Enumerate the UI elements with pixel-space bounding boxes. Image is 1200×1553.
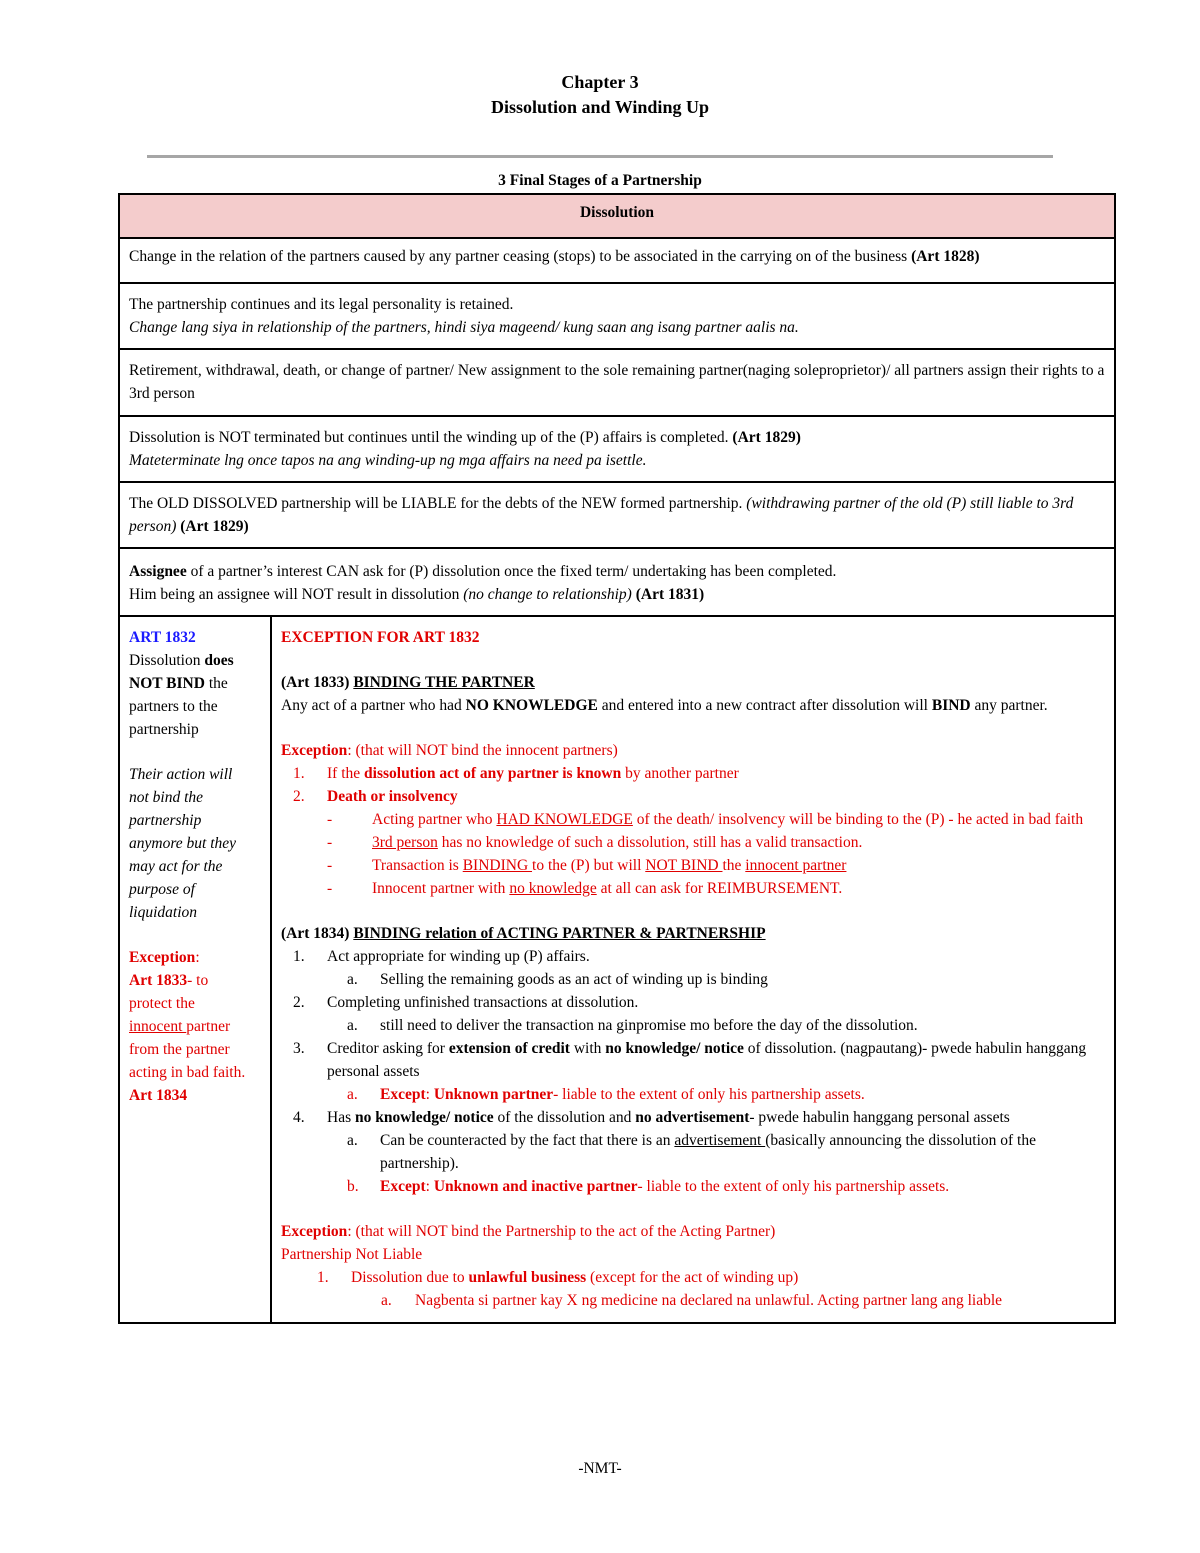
left-note: Their action will: [129, 766, 233, 783]
left-text: does: [204, 652, 234, 669]
title-divider: [147, 155, 1053, 158]
row-assignee: [119, 548, 1115, 616]
liability-note: (withdrawing partner of the old (P) still liable to 3rd person): [129, 495, 1074, 535]
termination-note: Mateterminate lng once tapos na ang winding-up ng mga affairs na need pa isettle.: [129, 452, 647, 469]
exception-subtitle: Partnership Not Liable: [281, 1246, 423, 1263]
left-exception-text: Art 1833: [129, 972, 188, 989]
left-exception-text: from the partner: [129, 1041, 230, 1058]
left-text: NOT BIND: [129, 675, 205, 692]
list-item: 1. Dissolution due to unlawful business (except for the act of winding up): [317, 1269, 799, 1286]
art-1832-title: ART 1832: [129, 629, 196, 646]
list-item: 2. Death or insolvency: [293, 788, 458, 805]
list-item: - 3rd person has no knowledge of such a dissolution, still has a valid transaction.: [327, 834, 863, 851]
left-text: the: [204, 675, 228, 692]
left-exception-text: partner: [186, 1018, 231, 1035]
assignee-label: Assignee: [129, 563, 187, 580]
left-exception-label: Exception: [129, 949, 196, 966]
exception-text: : (that will NOT bind the Partnership to the act of the Acting Partner): [347, 1223, 776, 1240]
list-item: a. Selling the remaining goods as an act of winding up is binding: [347, 971, 768, 988]
left-note: may act for the: [129, 858, 223, 875]
left-text: Dissolution: [129, 652, 205, 669]
exception-label: Exception: [281, 1223, 348, 1240]
left-text: partnership: [129, 721, 199, 738]
list-item: - Transaction is BINDING to the (P) but will NOT BIND the innocent partner: [327, 857, 847, 874]
list-item: 4. Has no knowledge/ notice of the dissolution and no advertisement- pwede habulin hanggang personal assets: [293, 1109, 1010, 1126]
exception-text: : (that will NOT bind the innocent partners): [347, 742, 618, 759]
left-exception-text: acting in bad faith.: [129, 1064, 246, 1081]
body-text: BIND: [931, 697, 971, 714]
list-item: 3. Creditor asking for extension of credit with no knowledge/ notice of dissolution. (nagpautang)- pwede habulin hanggang personal assets: [293, 1040, 1087, 1080]
section-header: Dissolution: [119, 194, 1115, 238]
list-item: - Innocent partner with no knowledge at all can ask for REIMBURSEMENT.: [327, 880, 843, 897]
definition-text: Change in the relation of the partners caused by any partner ceasing (stops) to be associated in the carrying on of the business: [129, 248, 912, 265]
section-title: BINDING relation of ACTING PARTNER & PARTNERSHIP: [353, 925, 766, 942]
termination-ref: (Art 1829): [732, 429, 801, 446]
exception-title: EXCEPTION FOR ART 1832: [281, 629, 480, 646]
row-continuity: [119, 283, 1115, 349]
assignee-note: (no change to relationship): [463, 586, 632, 603]
page-footer: -NMT-: [578, 1460, 622, 1477]
left-note: not bind the: [129, 789, 204, 806]
list-item: a. Except: Unknown partner- liable to the extent of only his partnership assets.: [347, 1086, 865, 1103]
left-text: partners to the: [129, 698, 218, 715]
continuity-text: The partnership continues and its legal personality is retained.: [129, 296, 514, 313]
row-termination: [119, 416, 1115, 482]
continuity-note: Change lang siya in relationship of the partners, hindi siya mageend/ kung saan ang isang partner aalis na.: [129, 319, 799, 336]
right-column: [271, 616, 1115, 1323]
left-note: liquidation: [129, 904, 198, 921]
causes-text: Retirement, withdrawal, death, or change of partner/ New assignment to the sole remaining partner(naging soleproprietor)/ all partners assign their rights to a 3rd person: [129, 362, 1105, 402]
left-exception-text: Art 1834: [129, 1087, 188, 1104]
list-item: a. Can be counteracted by the fact that there is an advertisement (basically announcing the dissolution of the partnership).: [347, 1132, 1036, 1172]
left-exception-colon: :: [195, 949, 200, 966]
assignee-ref: (Art 1831): [631, 586, 705, 603]
section-ref: (Art 1834): [281, 925, 354, 942]
liability-ref: (Art 1829): [176, 518, 249, 535]
list-item: b. Except: Unknown and inactive partner- liable to the extent of only his partnership assets.: [347, 1178, 950, 1195]
left-note: purpose of: [129, 881, 195, 898]
table-caption: 3 Final Stages of a Partnership: [498, 172, 702, 189]
body-text: Any act of a partner who had: [281, 697, 466, 714]
termination-text: Dissolution is NOT terminated but continues until the winding up of the (P) affairs is completed.: [129, 429, 733, 446]
section-title: BINDING THE PARTNER: [353, 674, 535, 691]
left-exception-text: protect the: [129, 995, 195, 1012]
list-item: 2. Completing unfinished transactions at dissolution.: [293, 994, 639, 1011]
left-note: partnership: [129, 812, 202, 829]
left-column: [119, 616, 271, 1323]
body-text: NO KNOWLEDGE: [465, 697, 598, 714]
assignee-line2: Him being an assignee will NOT result in dissolution: [129, 586, 464, 603]
dissolution-table: [118, 193, 1116, 1324]
list-item: a. Nagbenta si partner kay X ng medicine na declared na unlawful. Acting partner lang ang liable: [381, 1292, 1003, 1309]
body-text: any partner.: [970, 697, 1048, 714]
list-item: 1. If the dissolution act of any partner is known by another partner: [293, 765, 739, 782]
definition-ref: (Art 1828): [911, 248, 980, 265]
body-text: and entered into a new contract after dissolution will: [597, 697, 932, 714]
left-exception-text: - to: [187, 972, 209, 989]
chapter-number: Chapter 3: [561, 72, 639, 92]
row-liability: [119, 482, 1115, 548]
liability-text: The OLD DISSOLVED partnership will be LIABLE for the debts of the NEW formed partnership.: [129, 495, 747, 512]
exception-label: Exception: [281, 742, 348, 759]
left-note: anymore but they: [129, 835, 237, 852]
left-exception-text: innocent: [129, 1018, 187, 1035]
chapter-title: Dissolution and Winding Up: [491, 97, 709, 117]
assignee-text: of a partner’s interest CAN ask for (P) dissolution once the fixed term/ undertaking has been completed.: [186, 563, 837, 580]
section-ref: (Art 1833): [281, 674, 354, 691]
list-item: - Acting partner who HAD KNOWLEDGE of the death/ insolvency will be binding to the (P) - he acted in bad faith: [327, 811, 1084, 828]
row-causes: [119, 349, 1115, 416]
row-definition: [119, 238, 1115, 283]
list-item: a. still need to deliver the transaction na ginpromise mo before the day of the dissolution.: [347, 1017, 918, 1034]
list-item: 1. Act appropriate for winding up (P) affairs.: [293, 948, 590, 965]
